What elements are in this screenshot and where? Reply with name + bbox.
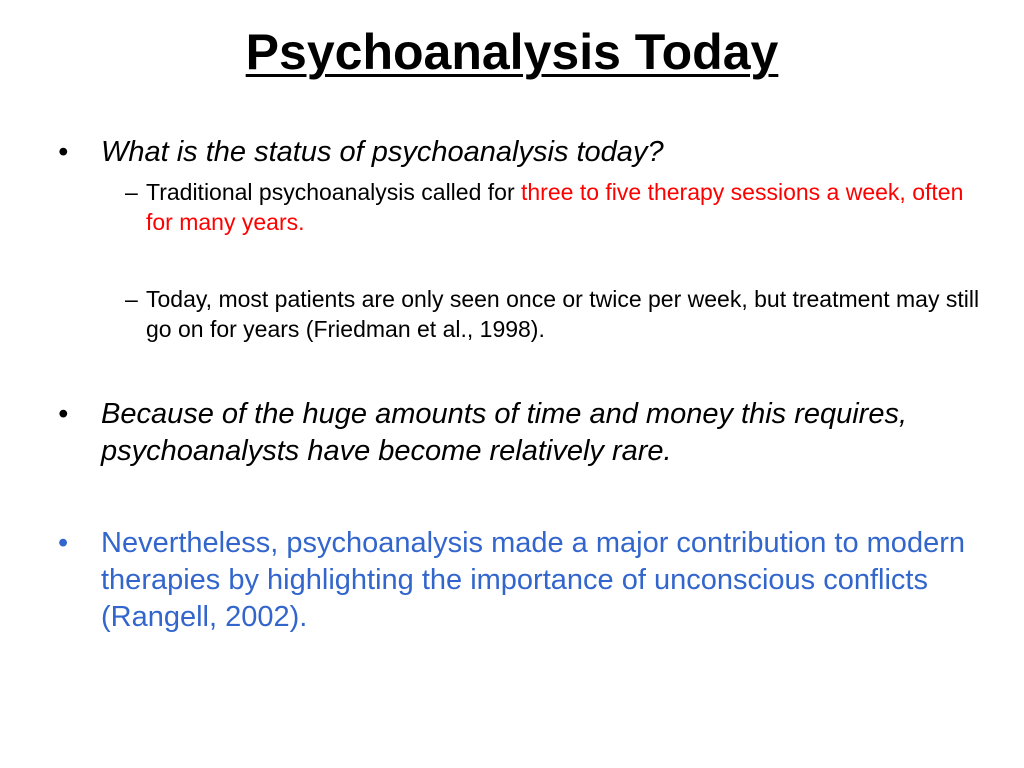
sub-bullet-highlight-text: three to five therapy sessions a week, often for many years. bbox=[146, 179, 964, 235]
slide-title: Psychoanalysis Today bbox=[245, 24, 779, 80]
bullet-text: Nevertheless, psychoanalysis made a major contribution to modern therapies by highlighting the importance of unconscious conflicts (Rangell, 2002). bbox=[101, 527, 965, 633]
bullet-marker: • bbox=[58, 136, 69, 168]
bullet-item-contribution bbox=[58, 525, 978, 636]
bullet-marker: • bbox=[58, 527, 69, 559]
sub-bullet-text bbox=[146, 177, 985, 237]
bullet-item-rare bbox=[58, 396, 978, 470]
bullet-item-status bbox=[58, 134, 978, 171]
sub-bullet-text: Today, most patients are only seen once or twice per week, but treatment may still go on for years (Friedman et al., 1998). bbox=[146, 286, 980, 342]
sub-bullet-traditional bbox=[125, 177, 985, 237]
sub-bullet-today bbox=[125, 284, 985, 344]
bullet-text: Because of the huge amounts of time and money this requires, psychoanalysts have become relatively rare. bbox=[101, 398, 908, 467]
sub-bullet-marker: – bbox=[125, 286, 138, 312]
sub-bullet-plain-text: Traditional psychoanalysis called for bbox=[146, 179, 521, 205]
bullet-text: What is the status of psychoanalysis today? bbox=[101, 136, 664, 168]
bullet-marker: • bbox=[58, 398, 69, 430]
sub-bullet-marker: – bbox=[125, 179, 138, 205]
